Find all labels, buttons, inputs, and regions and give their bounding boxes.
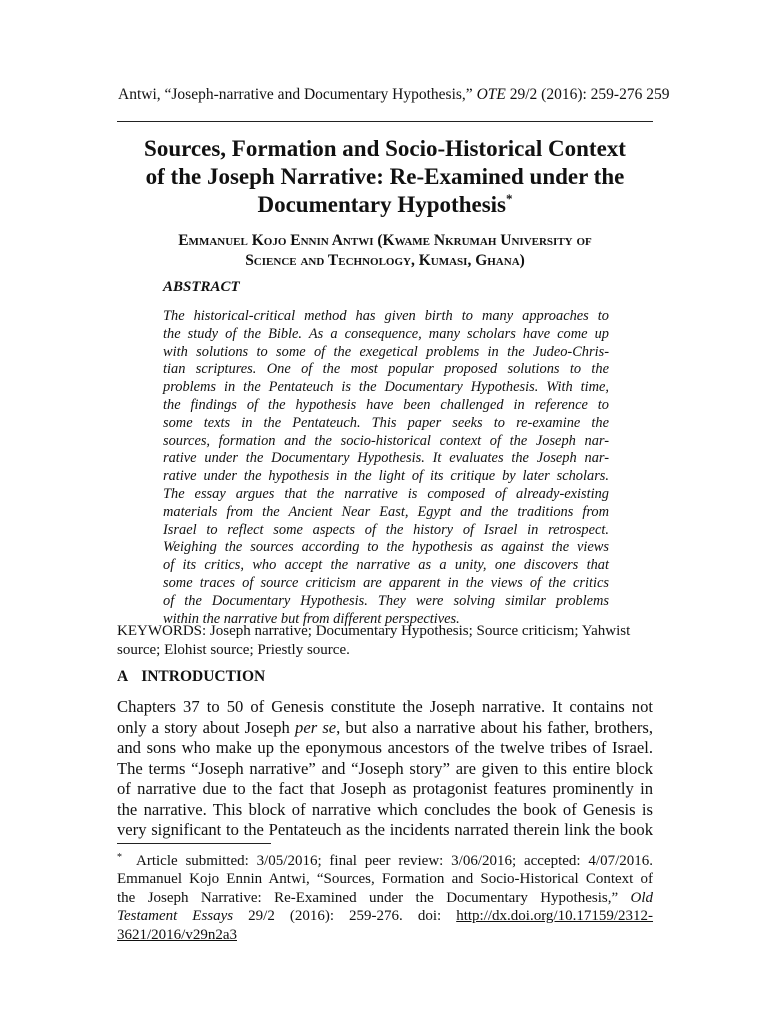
body-line: Chapters 37 to 50 of Genesis constitute the Joseph narrative. It contains not	[117, 697, 653, 716]
abstract-line: Weighing the sources according to the hypothesis as against the views	[163, 539, 609, 556]
title-line: of the Joseph Narrative: Re-Examined under the	[145, 164, 625, 189]
abstract-line: of its critics, who accept the narrative as a unity, one discovers that	[163, 557, 609, 574]
body-line: very significant to the Pentateuch as the incidents narrated therein link the book	[117, 820, 653, 839]
body-line: the narrative. This block of narrative which concludes the book of Genesis is	[117, 799, 653, 819]
abstract-line: tian scriptures. One of the most popular proposed solutions to the	[163, 361, 609, 378]
abstract-line: rative under the hypothesis in the light of its critique by later scholars.	[163, 468, 609, 485]
abstract-line: the findings of the hypothesis have been challenged in reference to	[163, 396, 609, 413]
keywords	[117, 622, 653, 660]
title-line: Sources, Formation and Socio-Historical Context	[144, 136, 626, 161]
footnote-line: * Article submitted: 3/05/2016; final peer review: 3/06/2016; accepted: 4/07/2016.	[117, 852, 653, 869]
abstract-body	[163, 308, 609, 628]
footnote-line: the Joseph Narrative: Re-Examined under the Documentary Hypothesis,” Old	[117, 889, 653, 906]
header-rule	[117, 121, 653, 122]
abstract-line: some traces of source criticism are apparent in the views of the critics	[163, 574, 609, 591]
footnote-line: Emmanuel Kojo Ennin Antwi, “Sources, Formation and Socio-Historical Context of	[117, 871, 653, 888]
author-line: Emmanuel Kojo Ennin Antwi (Kwame Nkrumah University of	[178, 232, 592, 249]
keywords-line: KEYWORDS: Joseph narrative; Documentary Hypothesis; Source criticism; Yahwist	[117, 623, 631, 639]
abstract-line: The historical-critical method has given birth to many approaches to	[163, 308, 609, 324]
abstract-line: of the Documentary Hypothesis. They were solving similar problems	[163, 592, 609, 609]
running-head-prefix: Antwi, “Joseph-narrative and Documentary Hypothesis,”	[118, 86, 477, 103]
abstract-line: rative under the Documentary Hypothesis. It evaluates the Joseph nar-	[163, 450, 609, 467]
body-line: and sons who make up the eponymous ancestors of the twelve tribes of Israel.	[117, 738, 653, 757]
abstract-line: the study of the Bible. As a consequence, many scholars have come up	[163, 325, 609, 342]
abstract-line: sources, formation and the socio-historical context of the Joseph nar-	[163, 432, 609, 449]
abstract-line: Israel to reflect some aspects of the history of Israel in retrospect.	[163, 521, 609, 538]
footnote-line	[117, 926, 653, 944]
paper-title	[117, 135, 653, 219]
body-line: The terms “Joseph narrative” and “Joseph story” are given to this entire block	[117, 758, 653, 778]
running-head	[118, 86, 670, 104]
abstract-line: some texts in the Pentateuch. This paper seeks to re-examine the	[163, 414, 609, 431]
author-affiliation	[117, 231, 653, 271]
section-heading	[117, 668, 265, 686]
title-line: Documentary Hypothesis*	[257, 191, 513, 217]
introduction-body	[117, 697, 653, 841]
abstract-line: with solutions to some of the exegetical problems in the Judeo-Chris-	[163, 343, 609, 360]
section-title: INTRODUCTION	[141, 668, 266, 685]
doi-link-continued[interactable]: 3621/2016/v29n2a3	[117, 926, 237, 943]
footnote-line: Testament Essays 29/2 (2016): 259-276. doi: http://dx.doi.org/10.17159/2312-	[117, 908, 654, 925]
doi-link[interactable]: http://dx.doi.org/10.17159/2312-	[456, 908, 654, 925]
abstract-line: materials from the Ancient Near East, Egypt and the traditions from	[163, 503, 609, 520]
abstract-line: The essay argues that the narrative is composed of already-existing	[163, 485, 609, 502]
abstract-line: problems in the Pentateuch is the Documentary Hypothesis. With time,	[163, 379, 609, 396]
journal-name: Testament Essays	[117, 908, 234, 925]
section-number: A	[117, 668, 129, 685]
body-line: of narrative due to the fact that Joseph as protagonist features prominently in	[117, 779, 653, 798]
abstract-heading: ABSTRACT	[163, 279, 240, 295]
journal-name: Old	[630, 889, 653, 906]
footnote-marker: *	[117, 852, 122, 863]
body-line: only a story about Joseph per se, but also a narrative about his father, brothers,	[117, 717, 653, 737]
footnote-rule	[117, 843, 271, 844]
abstract-line: within the narrative but from different perspectives.	[163, 610, 460, 627]
keywords-line: source; Elohist source; Priestly source.	[117, 642, 350, 658]
footnote-marker[interactable]: *	[506, 191, 513, 206]
running-head-suffix: 29/2 (2016): 259-276 259	[505, 86, 670, 103]
author-line: Science and Technology, Kumasi, Ghana)	[245, 252, 525, 269]
journal-abbreviation: OTE	[476, 86, 506, 103]
italic-term: per se	[295, 717, 337, 737]
footnote	[117, 852, 653, 944]
